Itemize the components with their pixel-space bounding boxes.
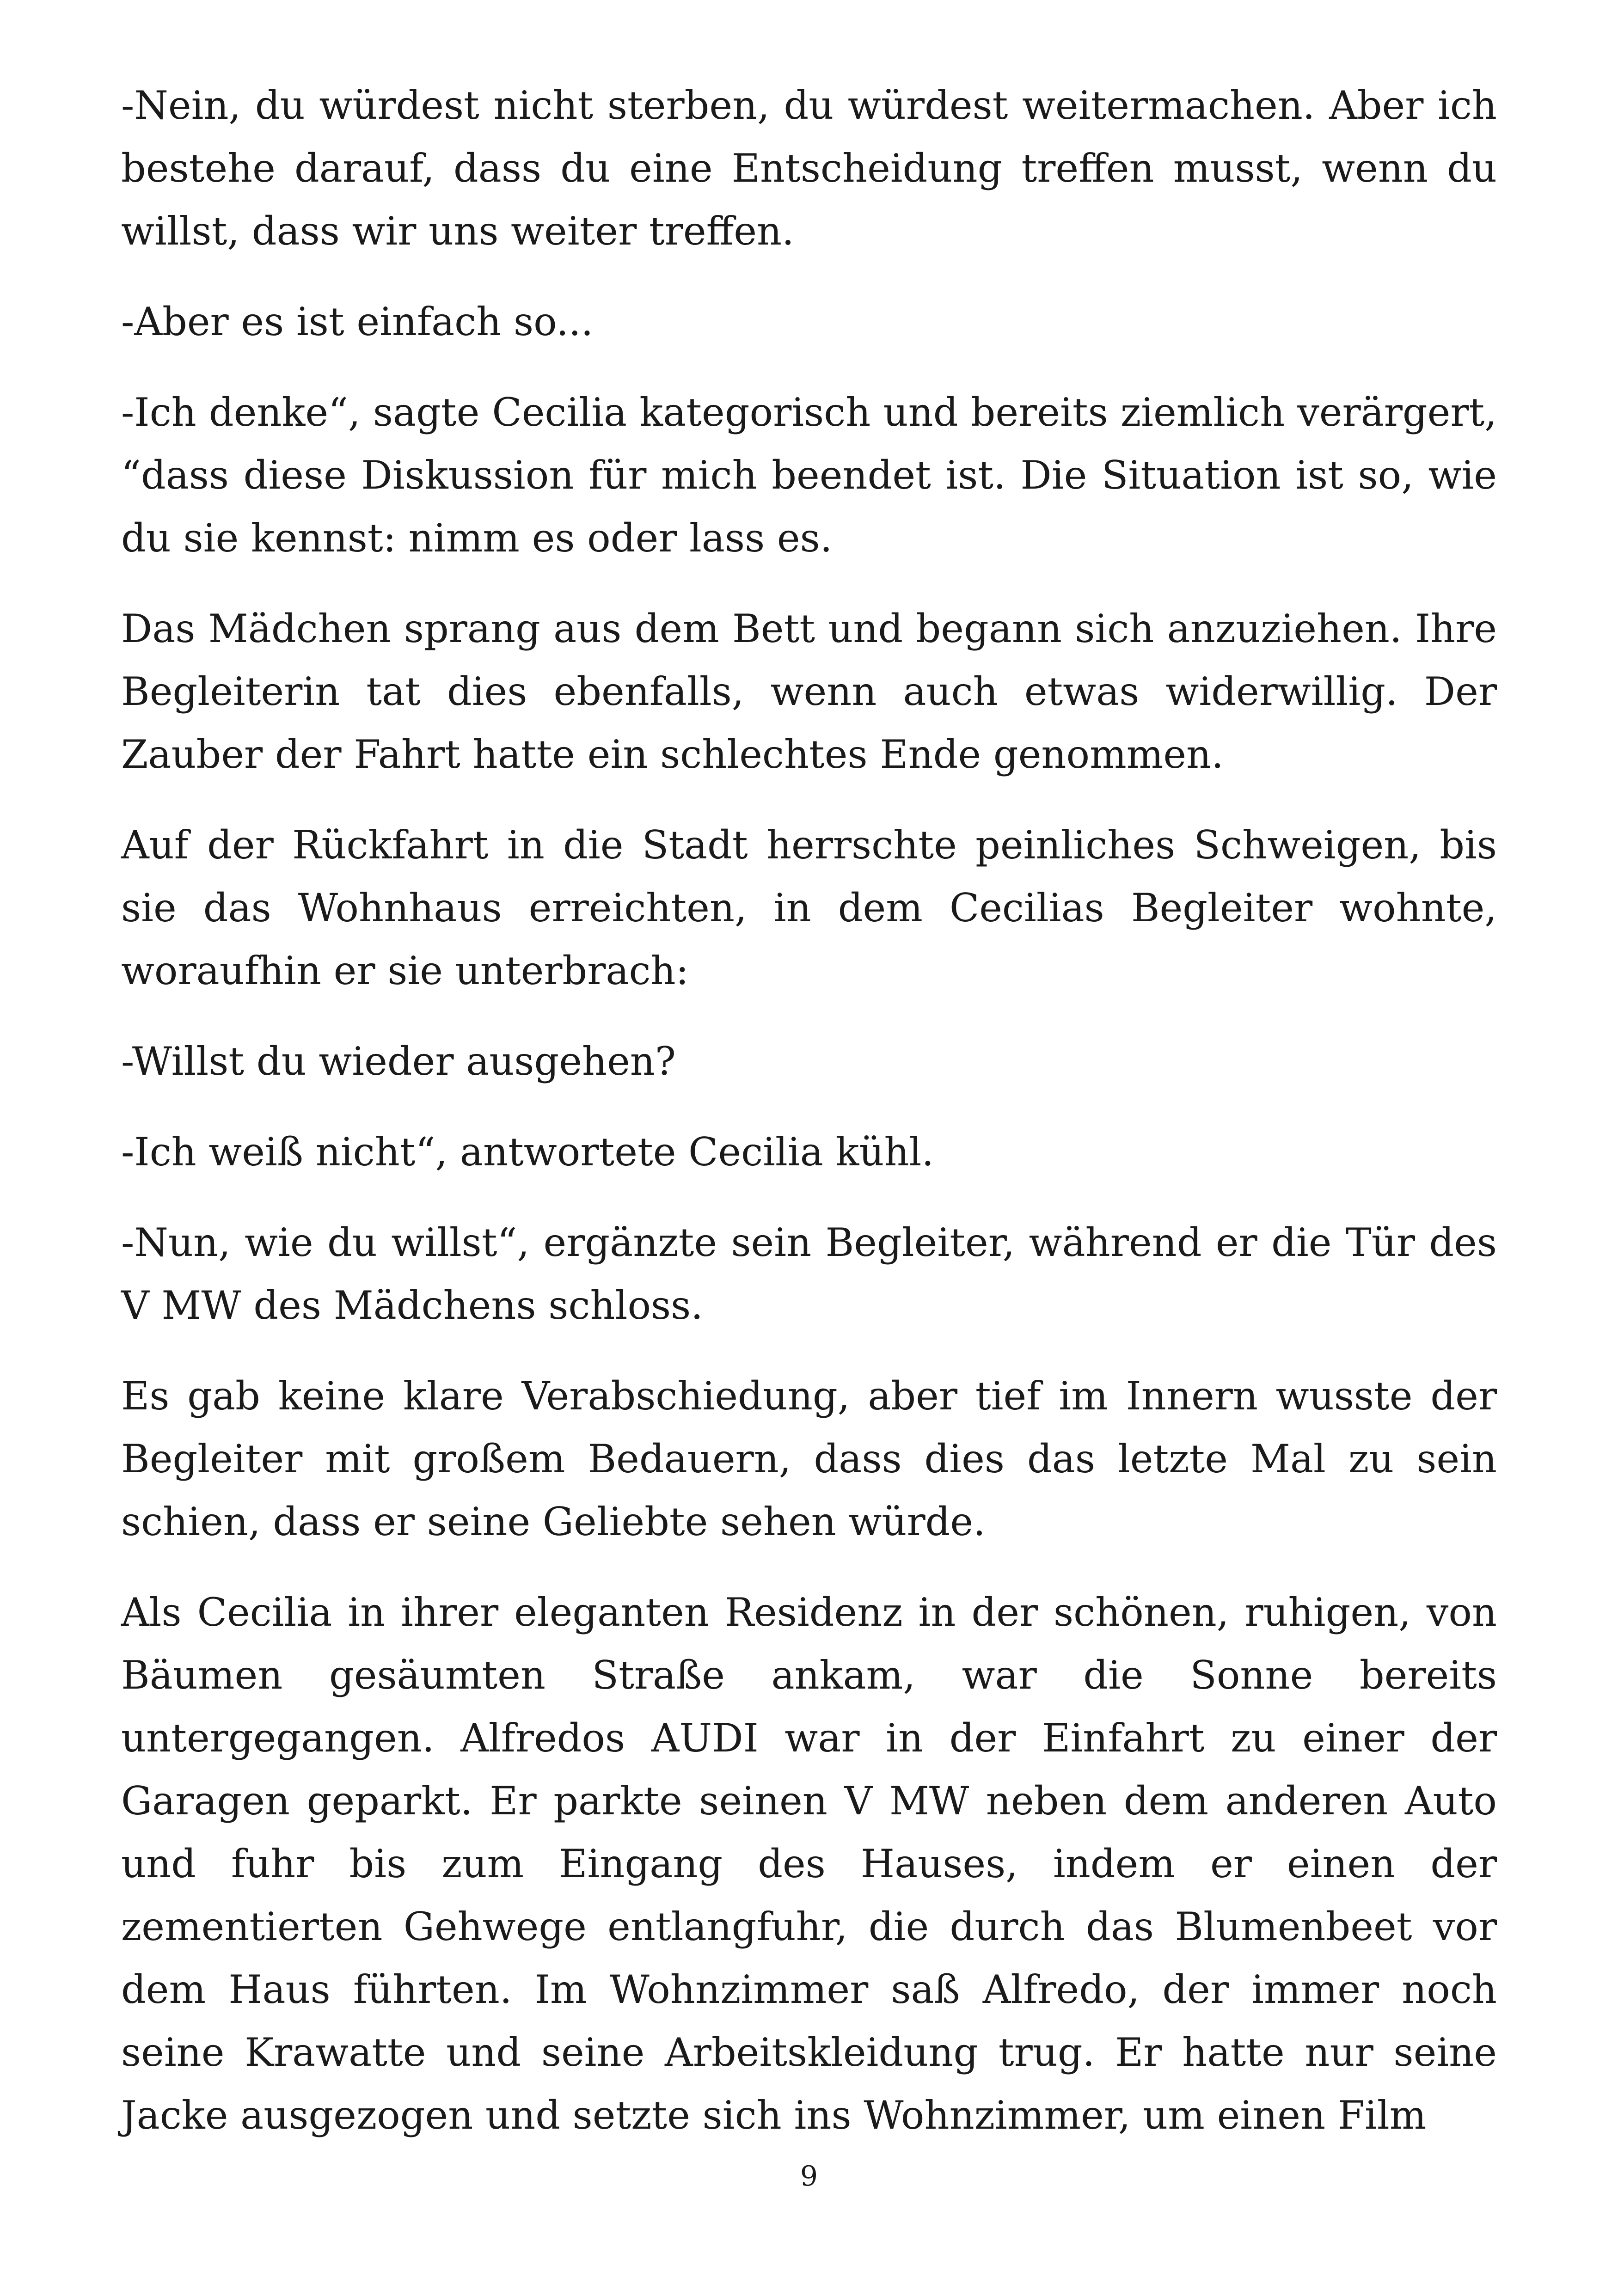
page-number: 9	[800, 2160, 818, 2192]
paragraph-5: Auf der Rückfahrt in die Stadt herrschte peinliches Schweigen, bis sie das Wohnhaus erreichten, in dem Cecilias Begleiter wohnte, woraufhin er sie unterbrach:	[121, 822, 1497, 993]
paragraph-10: Als Cecilia in ihrer eleganten Residenz in der schönen, ruhigen, von Bäumen gesäumten Straße ankam, war die Sonne bereits untergegangen. Alfredos AUDI war in der Einfahrt zu einer der Garagen geparkt. Er parkte seinen V MW neben dem anderen Auto und fuhr bis zum Eingang des Hauses, indem er einen der zementierten Gehwege entlangfuhr, die durch das Blumenbeet vor dem Haus führten. Im Wohnzimmer saß Alfredo, der immer noch seine Krawatte und seine Arbeitskleidung trug. Er hatte nur seine Jacke ausgezogen und setzte sich ins Wohnzimmer, um einen Film	[121, 1590, 1497, 2138]
paragraph-6: -Willst du wieder ausgehen?	[121, 1039, 676, 1084]
paragraph-3: -Ich denke“, sagte Cecilia kategorisch und bereits ziemlich verärgert, “dass diese Diskussion für mich beendet ist. Die Situation ist so, wie du sie kennst: nimm es oder lass es.	[121, 390, 1497, 561]
paragraph-4: Das Mädchen sprang aus dem Bett und begann sich anzuziehen. Ihre Begleiterin tat dies ebenfalls, wenn auch etwas widerwillig. Der Zauber der Fahrt hatte ein schlechtes Ende genommen.	[121, 606, 1497, 777]
page-body	[121, 74, 1497, 2174]
paragraph-1: -Nein, du würdest nicht sterben, du würdest weitermachen. Aber ich bestehe darauf, dass du eine Entscheidung treffen musst, wenn du willst, dass wir uns weiter treffen.	[121, 83, 1497, 254]
paragraph-7: -Ich weiß nicht“, antwortete Cecilia kühl.	[121, 1129, 934, 1175]
paragraph-2: -Aber es ist einfach so...	[121, 299, 594, 344]
paragraph-8: -Nun, wie du willst“, ergänzte sein Begleiter, während er die Tür des V MW des Mädchens schloss.	[121, 1220, 1497, 1328]
paragraph-9: Es gab keine klare Verabschiedung, aber tief im Innern wusste der Begleiter mit großem Bedauern, dass dies das letzte Mal zu sein schien, dass er seine Geliebte sehen würde.	[121, 1373, 1497, 1544]
